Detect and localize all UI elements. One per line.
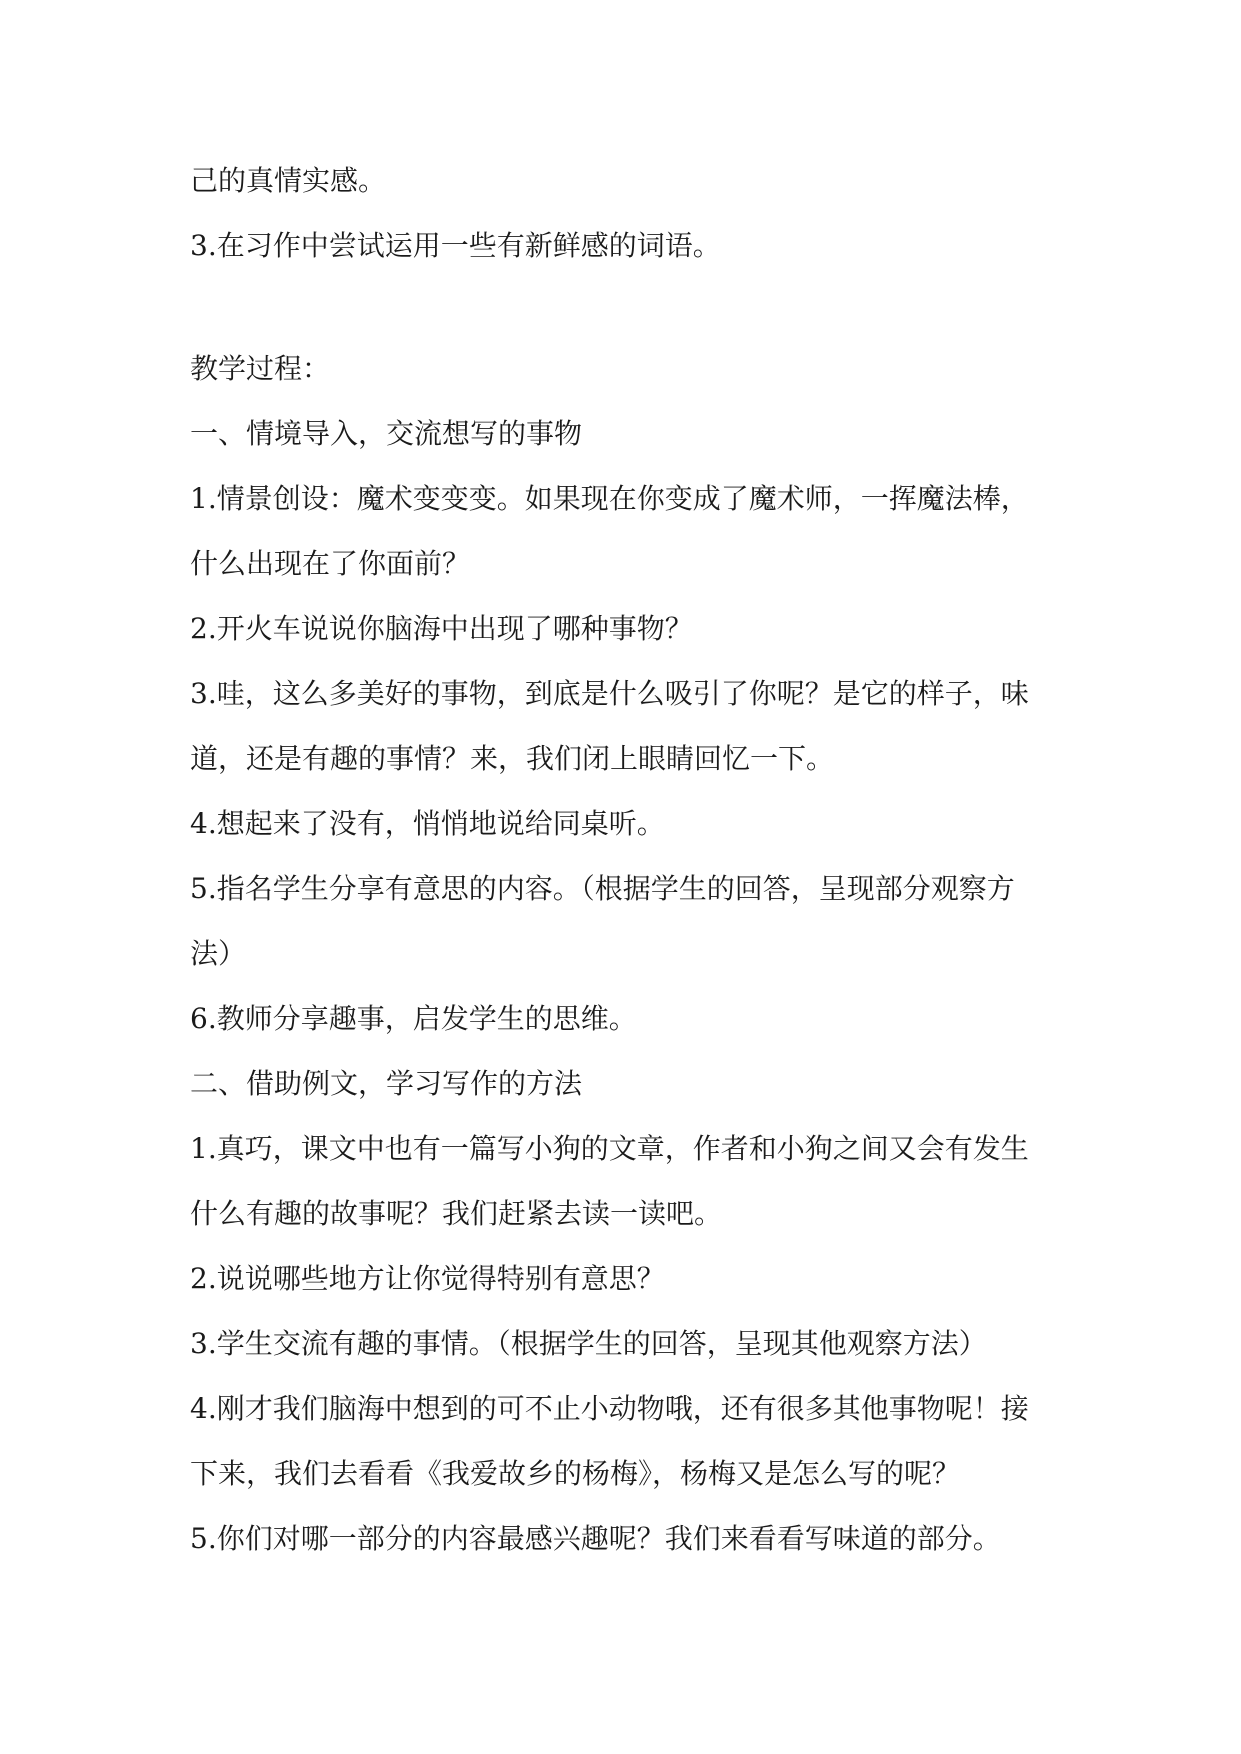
text-line: 什么有趣的故事呢？我们赶紧去读一读吧。: [190, 1197, 723, 1230]
document-text: [190, 148, 1070, 1571]
text-line: 4.刚才我们脑海中想到的可不止小动物哦，还有很多其他事物呢！接: [190, 1392, 1029, 1425]
section-heading: 一、情境导入，交流想写的事物: [190, 417, 583, 450]
text-line: 法）: [190, 937, 247, 970]
text-line: 下来，我们去看看《我爱故乡的杨梅》，杨梅又是怎么写的呢？: [190, 1457, 961, 1490]
text-line: 2.说说哪些地方让你觉得特别有意思？: [190, 1262, 665, 1295]
text-line: 1.情景创设：魔术变变变。如果现在你变成了魔术师，一挥魔法棒，: [190, 482, 1029, 515]
text-line: 3.哇，这么多美好的事物，到底是什么吸引了你呢？是它的样子，味: [190, 677, 1029, 710]
text-line: 4.想起来了没有，悄悄地说给同桌听。: [190, 807, 665, 840]
text-line: 3.在习作中尝试运用一些有新鲜感的词语。: [190, 229, 721, 262]
text-line: 2.开火车说说你脑海中出现了哪种事物？: [190, 612, 693, 645]
text-line: 什么出现在了你面前？: [190, 547, 471, 580]
text-line: 道，还是有趣的事情？来，我们闭上眼睛回忆一下。: [190, 742, 835, 775]
section-heading: 二、借助例文，学习写作的方法: [190, 1067, 583, 1100]
text-line: 己的真情实感。: [190, 164, 387, 197]
text-line: 3.学生交流有趣的事情。（根据学生的回答，呈现其他观察方法）: [190, 1327, 987, 1360]
text-line: 5.指名学生分享有意思的内容。（根据学生的回答，呈现部分观察方: [190, 872, 1015, 905]
text-line: 5.你们对哪一部分的内容最感兴趣呢？我们来看看写味道的部分。: [190, 1522, 1001, 1555]
section-heading: 教学过程：: [190, 352, 331, 385]
paragraph-gap: [190, 278, 1070, 336]
text-line: 6.教师分享趣事，启发学生的思维。: [190, 1002, 637, 1035]
text-line: 1.真巧，课文中也有一篇写小狗的文章，作者和小狗之间又会有发生: [190, 1132, 1029, 1165]
